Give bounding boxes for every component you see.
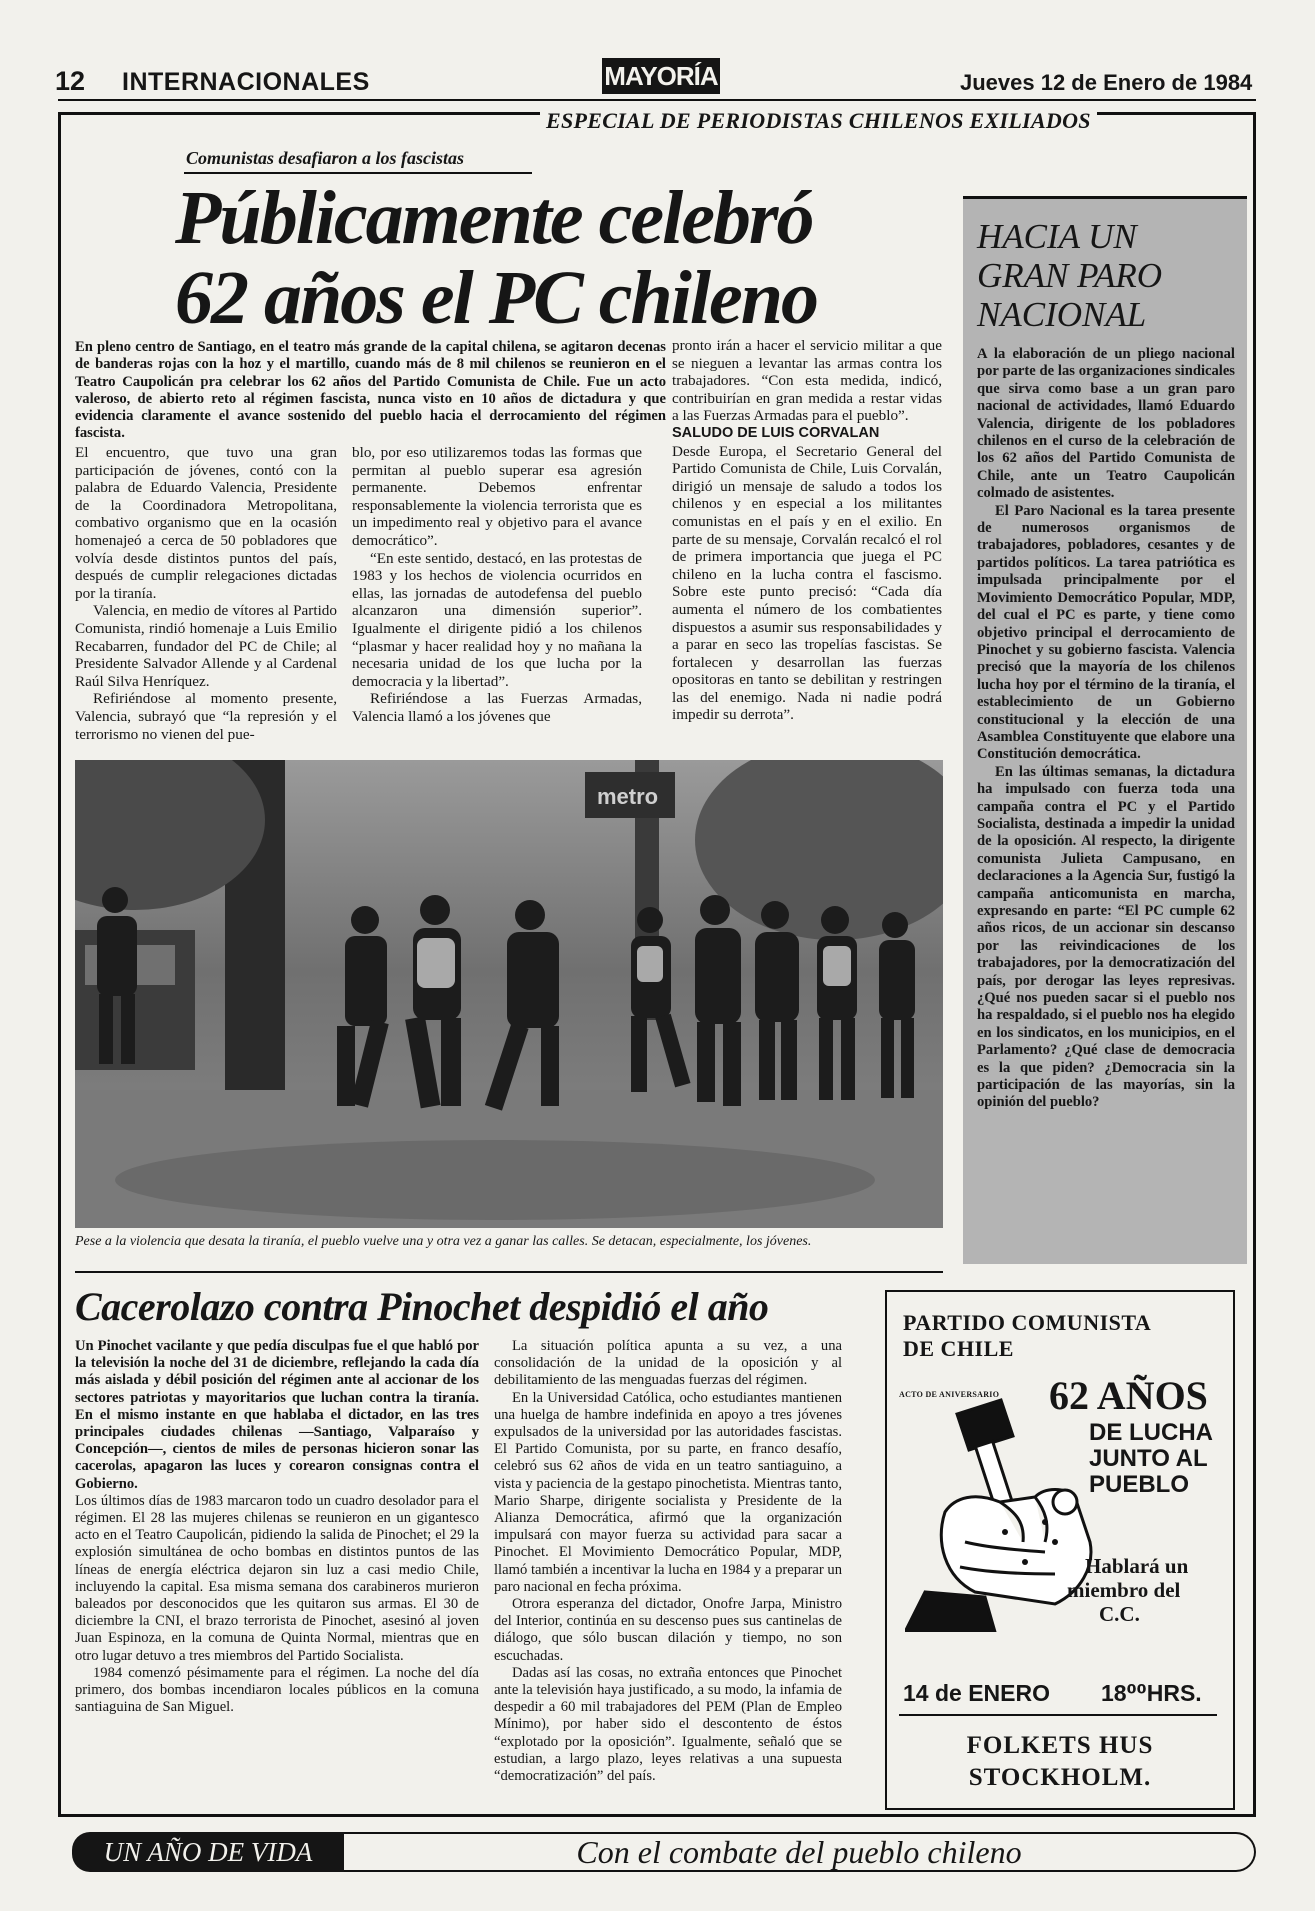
article1-column-3 bbox=[672, 337, 942, 724]
ad-slogan-line3: PUEBLO bbox=[1089, 1471, 1190, 1498]
article2-column-2 bbox=[494, 1338, 842, 1785]
sidebar-box bbox=[963, 196, 1247, 1264]
protest-photo bbox=[75, 760, 943, 1228]
special-banner-text: ESPECIAL DE PERIODISTAS CHILENOS EXILIADOS bbox=[546, 108, 1091, 133]
footer-left-text: UN AÑO DE VIDA bbox=[103, 1837, 313, 1867]
article2-lead: Un Pinochet vacilante y que pedía disculpas fue el que habló por la televisión la noche del 31 de diciembre, reflejando la cada día más aislada y débil posición del régimen ante al accionar de los sectores patriotas y mayoritarios que luchan contra la tiranía. En el mismo instante en que hablaba el dictador, en las tres principales ciudades chilenas —Santiago, Valparaíso y Concepción—, cientos de miles de personas hicieron sonar las cacerolas, apagaron las luces y corearon consignas contra el Gobierno. bbox=[75, 1338, 479, 1492]
sidebar-paragraph: El Paro Nacional es la tarea presente de numerosos organismos de trabajadores, pobladores, cesantes y de partidos políticos. La tarea patriótica es impulsada principalmente por el Movimiento Democrático Popular, MDP, del cual el PC es parte, y tiene como objetivo principal el derrocamiento de Pinochet y su gobierno fascista. Valencia precisó que la mayoría de los chilenos lucha hoy por el término de la tiranía, el establecimiento de un Gobierno constitucional y la elección de una Asamblea Constituyente que elabore una Constitución democrática. bbox=[977, 502, 1235, 763]
ad-party-line2: DE CHILE bbox=[903, 1336, 1014, 1361]
article1-headline-line2: 62 años el PC chileno bbox=[175, 256, 818, 340]
paragraph: 1984 comenzó pésimamente para el régimen. La noche del día primero, dos bombas incendiaron locales públicos en la comuna santiaguina de San Miguel. bbox=[75, 1664, 479, 1716]
paragraph: La situación política apunta a su vez, a una consolidación de la unidad de la oposición y al debilitamiento de las menguadas fuerzas del régimen. bbox=[494, 1338, 842, 1389]
sidebar-paragraph: A la elaboración de un pliego nacional por parte de las organizaciones sindicales que sirva como base a un gran paro nacional de actividades, llamó Eduardo Valencia, dirigente de los pobladores chilenos en el curso de la celebración de los 62 años del Partido Comunista de Chile, ante un Teatro Caupolicán colmado de asistentes. bbox=[977, 346, 1235, 502]
sidebar-title-line3: NACIONAL bbox=[977, 295, 1147, 334]
paragraph: Desde Europa, el Secretario General del Partido Comunista de Chile, Luis Corvalán, dirigió un mensaje de saludo a todos los chilenos y en especial a los militantes comunistas en el país y en el exilio. En parte de su mensaje, Corvalán recalcó el rol de primera importancia que juega el PC chileno en la lucha contra el fascismo. Sobre este punto precisó: “Cada día aumenta el número de los combatientes dispuestos a asumir sus responsabilidades y a parar en seco las tropelías fascistas. Se fortalecen y desarrollan las fuerzas opositoras en tanto se debilitan y restringen las del enemigo. Nada ni nadie podrá impedir su derrota”. bbox=[672, 442, 942, 724]
paragraph: Refiriéndose a las Fuerzas Armadas, Valencia llamó a los jóvenes que bbox=[352, 690, 642, 725]
header-rule bbox=[58, 99, 1256, 101]
ad-event-time: 18⁰⁰HRS. bbox=[1101, 1680, 1202, 1706]
article2-column-1 bbox=[75, 1338, 479, 1716]
ad-venue-line2: STOCKHOLM. bbox=[968, 1764, 1152, 1791]
ad-speaker-line2: miembro del bbox=[1067, 1578, 1181, 1602]
protest-photo-illustration bbox=[75, 760, 943, 1228]
ad-years: 62 AÑOS bbox=[1049, 1373, 1208, 1418]
logo-text: MAYORÍA bbox=[604, 61, 718, 91]
paragraph: Valencia, en medio de vítores al Partido Comunista, rindió homenaje a Luis Emilio Recabarren, fundador del PC de Chile; al Presidente Salvador Allende y al Cardenal Raúl Silva Henríquez. bbox=[75, 602, 337, 690]
lead-paragraph: En pleno centro de Santiago, en el teatro más grande de la capital chilena, se agitaron decenas de banderas rojas con la hoz y el martillo, cuando más de 8 mil chilenos se reunieron en el Teatro Caupolicán pra celebrar los 62 años del Partido Comunista de Chile. Fue un acto valeroso, de abierto reto al régimen fascista, nunca visto en 10 años de dictadura y que evidencia claramente el avance sostenido del pueblo hacia el derrocamiento del régimen fascista. bbox=[75, 339, 666, 442]
paragraph: “En este sentido, destacó, en las protestas de 1983 y los hechos de violencia ocurridos en ellas, las jornadas de autodefensa del pueblo alcanzaron una dimensión superior”. Igualmente el dirigente pidió a los chilenos “plasmar y hacer realidad hoy y no mañana la necesaria unidad de los que lucha por la democracia y la libertad”. bbox=[352, 549, 642, 690]
article1-kicker: Comunistas desafiaron a los fascistas bbox=[186, 148, 465, 168]
event-ad bbox=[885, 1290, 1235, 1810]
ad-venue-line1: FOLKETS HUS bbox=[966, 1732, 1154, 1759]
page-number: 12 bbox=[55, 66, 86, 96]
ad-speaker-line3: C.C. bbox=[1099, 1602, 1140, 1626]
subhead-corvalan: SALUDO DE LUIS CORVALAN bbox=[672, 424, 880, 441]
paragraph: El encuentro, que tuvo una gran participación de jóvenes, contó con la palabra de Eduardo Valencia, Presidente de la Coordinadora Metropolitana, combativo organismo que en la ocasión homenajeó a cerca de 50 pobladores que volvía desde distintos puntos del país, después de cumplir relegaciones dictadas por la tiranía. bbox=[75, 444, 337, 602]
footer-left-banner bbox=[72, 1832, 344, 1872]
special-banner bbox=[540, 108, 1097, 134]
metro-sign: metro bbox=[597, 784, 659, 809]
article1-lead bbox=[75, 339, 666, 443]
paragraph: pronto irán a hacer el servicio militar a que se nieguen a levantar las armas contra los trabajadores. “Con esta medida, indicó, contribuirían en gran medida a restar vidas a las Fuerzas Armadas para el pueblo”. bbox=[672, 337, 942, 425]
article1-column-1 bbox=[75, 444, 337, 743]
ad-slogan-line1: DE LUCHA bbox=[1089, 1419, 1213, 1446]
caption-rule bbox=[75, 1271, 943, 1273]
photo-caption: Pese a la violencia que desata la tiranía, el pueblo vuelve una y otra vez a ganar las calles. Se detacan, especialmente, los jóvenes. bbox=[75, 1234, 812, 1249]
article1-headline-line1: Públicamente celebró bbox=[175, 176, 813, 260]
footer-right-banner bbox=[344, 1832, 1256, 1872]
ad-event-date: 14 de ENERO bbox=[903, 1680, 1050, 1706]
paragraph: Dadas así las cosas, no extraña entonces que Pinochet ante la televisión haya justificado, a su modo, la infamia de despedir a 60 mil trabajadores del PEM (Plan de Empleo Mínimo), por haber sido el descontento de éstos “explotado por la oposición”. Igualmente, señaló que se estudian, a largo plazo, leyes relativas a una supuesta “democratización” del país. bbox=[494, 1664, 842, 1785]
paragraph: En la Universidad Católica, ocho estudiantes mantienen una huelga de hambre indefinida en apoyo a tres jóvenes expulsados de la universidad por las autoridades fascistas. El Partido Comunista, por su parte, en franco desafío, celebró sus 62 años de vida en un teatro santiaguino, a vista y paciencia de la gestapo pinochetista. Mientras tanto, Mario Sharpe, dirigente socialista y Presidente de la Alianza Democrática, afirmó que la organización impulsará con mayor fuerza su actividad para sacar a Pinochet. El Movimiento Democrático Popular, MDP, llamó también a incentivar la lucha en 1984 y a preparar un paro nacional en fecha próxima. bbox=[494, 1389, 842, 1595]
section-title: INTERNACIONALES bbox=[122, 68, 370, 96]
sidebar-title-line2: GRAN PARO bbox=[977, 256, 1163, 295]
article2-headline: Cacerolazo contra Pinochet despidió el año bbox=[75, 1284, 769, 1329]
paragraph: Otrora esperanza del dictador, Onofre Jarpa, Ministro del Interior, continúa en su descenso pues sus cantinelas de diálogo, que sólo buscan dilación y tiempo, no son escuchadas. bbox=[494, 1596, 842, 1664]
ad-acto: ACTO DE ANIVERSARIO bbox=[899, 1390, 1000, 1399]
sidebar-paragraph: En las últimas semanas, la dictadura ha impulsado con fuerza toda una campaña contra el PC y el Partido Socialista, destinada a impedir la unidad de la oposición. Al respecto, la dirigente comunista Julieta Campusano, en declaraciones a la Agencia Sur, fustigó la campaña anticomunista en marcha, expresando en parte: “El PC cumple 62 años ricos, de un accionar sin descanso por las reivindicaciones de los trabajadores, por la democratización del país, por derogar las leyes represivas. ¿Qué nos pueden sacar si el pueblo nos ha respaldado, si el pueblo nos ha elegido en los sindicatos, en los municipios, en el Parlamento? ¿Qué clase de democracia es la que piden? ¿Democracia sin la participación de las mayorías, sin la opinión del pueblo? bbox=[977, 763, 1235, 1111]
ad-speaker-line1: Hablará un bbox=[1085, 1554, 1189, 1578]
ad-party-line1: PARTIDO COMUNISTA bbox=[903, 1310, 1152, 1335]
paragraph: Los últimos días de 1983 marcaron todo un cuadro desolador para el régimen. El 28 las mujeres chilenas se reunieron en un gigantesco acto en el Teatro Caupolicán, pidiendo la salida de Pinochet; el 29 la explosión simultánea de ocho bombas en distintos puntos de las líneas de energía eléctrica dejaron sin luz a casi medio Chile, incluyendo la capital. Esa misma semana dos carabineros murieron baleados por desconocidos que les quitaron sus armas. El 30 de diciembre la CNI, el brazo terrorista de Pinochet, asesinó al joven Juan Espinoza, en la comuna de Quinta Normal, mientras que en otro lugar detuvo a tres miembros del Partido Socialista. bbox=[75, 1492, 479, 1664]
article1-column-2 bbox=[352, 444, 642, 726]
ad-rule bbox=[899, 1714, 1217, 1716]
paragraph: blo, por eso utilizaremos todas las formas que permitan al pueblo superar esa agresión permanente. Debemos enfrentar responsablemente la violencia terrorista que es un impedimento real y objetivo para el avance democrático”. bbox=[352, 444, 642, 549]
newspaper-logo bbox=[602, 58, 720, 94]
ad-slogan-line2: JUNTO AL bbox=[1089, 1445, 1208, 1472]
issue-date: Jueves 12 de Enero de 1984 bbox=[960, 70, 1253, 95]
footer-right-text: Con el combate del pueblo chileno bbox=[576, 1834, 1022, 1870]
sidebar-title-line1: HACIA UN bbox=[977, 217, 1137, 256]
paragraph: Refiriéndose al momento presente, Valencia, subrayó que “la represión y el terrorismo no vienen del pue- bbox=[75, 690, 337, 743]
